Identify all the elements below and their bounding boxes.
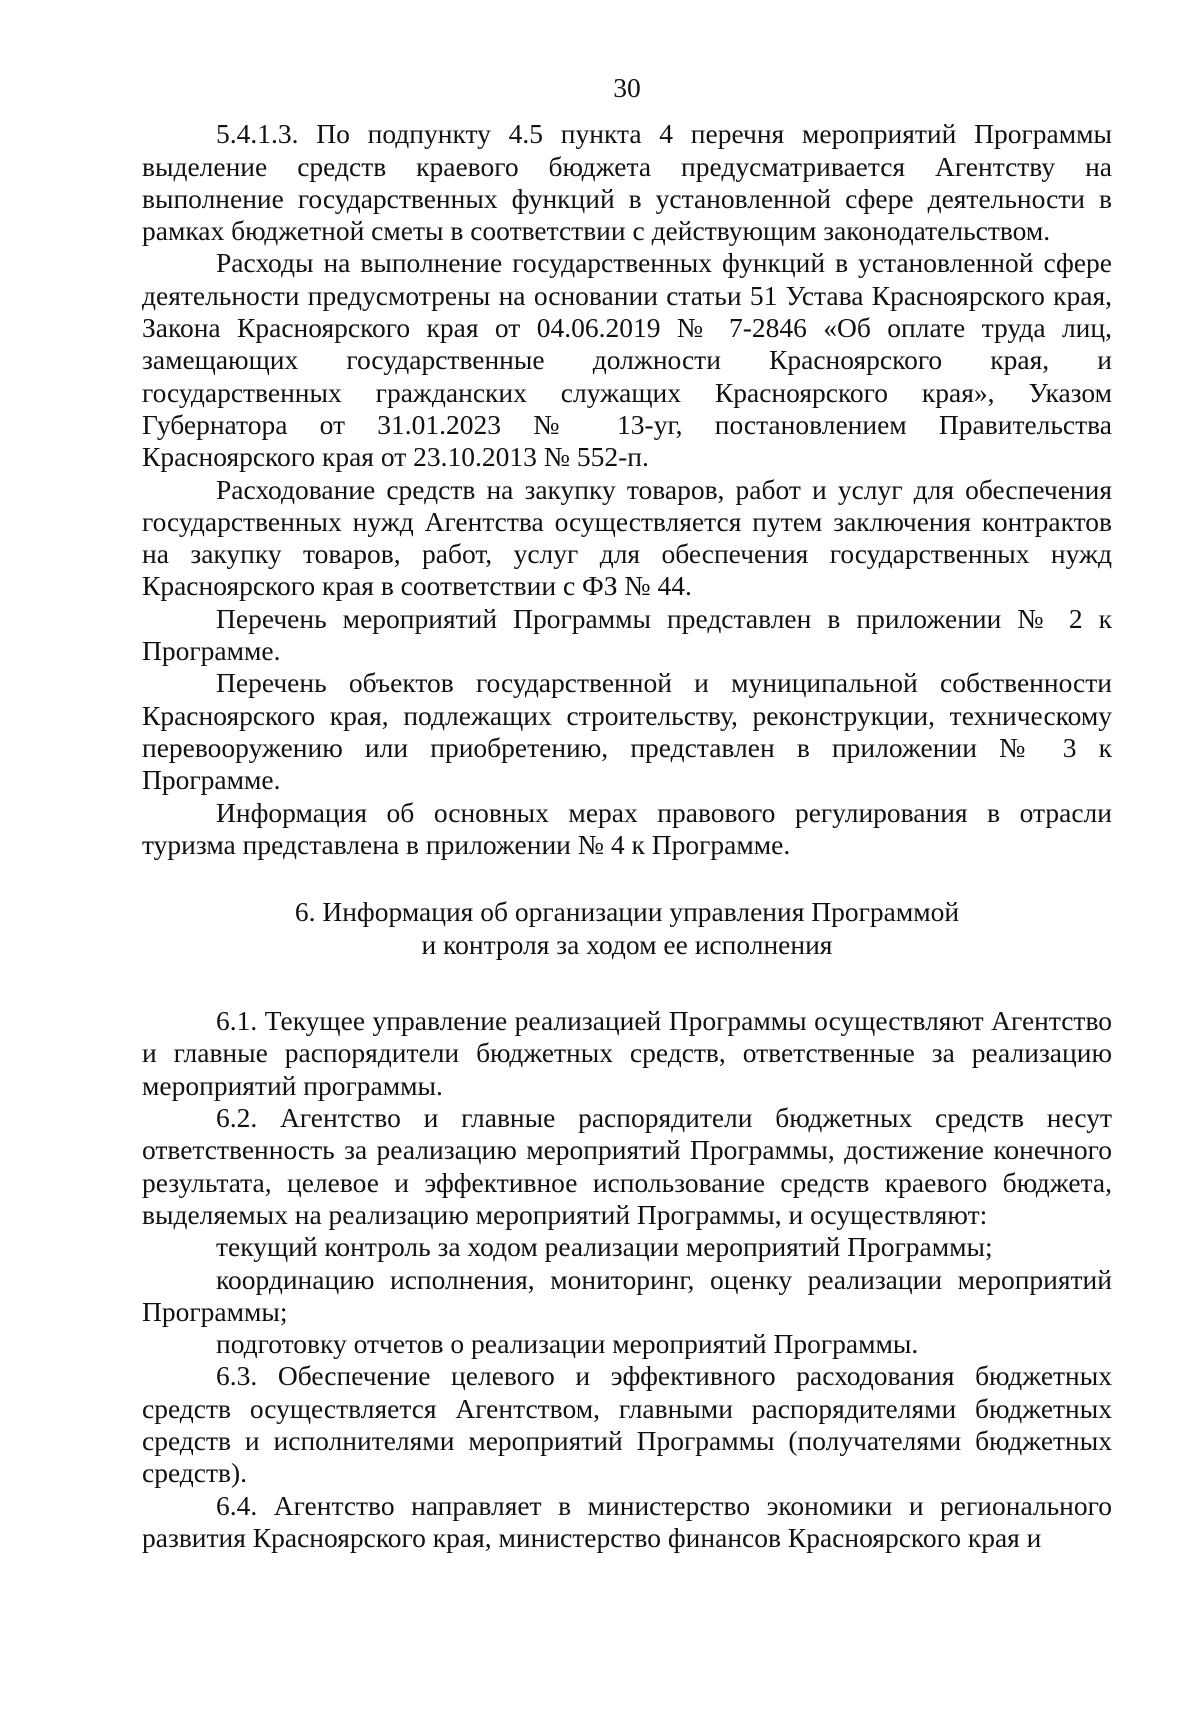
document-page <box>142 72 1112 1554</box>
section-6-heading-line-2: и контроля за ходом ее исполнения <box>421 929 833 961</box>
paragraph-appendix-4: Информация об основных мерах правового регулирования в отрасли туризма представлена в приложении № 4 к Программе. <box>142 796 1112 860</box>
paragraph-appendix-3: Перечень объектов государственной и муниципальной собственности Красноярского края, подлежащих строительству, реконструкции, техническому перевооружению или приобретению, представлен в приложении № 3 к Программе. <box>142 667 1112 796</box>
paragraph-5-4-1-3: 5.4.1.3. По подпункту 4.5 пункта 4 перечня мероприятий Программы выделение средств краевого бюджета предусматривается Агентству на выполнение государственных функций в установленной сфере деятельности в рамках бюджетной сметы в соответствии с действующим законодательством. <box>142 118 1112 247</box>
paragraph-6-4: 6.4. Агентство направляет в министерство экономики и регионального развития Красноярского края, министерство финансов Красноярского края и <box>142 1489 1112 1553</box>
paragraph-appendix-2: Перечень мероприятий Программы представлен в приложении № 2 к Программе. <box>142 602 1112 667</box>
paragraph-expenses-functions: Расходы на выполнение государственных функций в установленной сфере деятельности предусмотрены на основании статьи 51 Устава Красноярского края, Закона Красноярского края от 04.06.2019 № 7-2846 «Об оплате труда лиц, замещающих государственные должности Красноярского края, и государственных гражданских служащих Красноярского края», Указом Губернатора от 31.01.2023 № 13-уг, постановлением Правительства Красноярского края от 23.10.2013 № 552-п. <box>142 247 1112 473</box>
paragraph-6-2: 6.2. Агентство и главные распорядители бюджетных средств несут ответственность за реализацию мероприятий Программы, достижение конечного результата, целевое и эффективное использование средств краевого бюджета, выделяемых на реализацию мероприятий Программы, и осуществляют: <box>142 1102 1112 1230</box>
paragraph-procurement: Расходование средств на закупку товаров, работ и услуг для обеспечения государственных нужд Агентства осуществляется путем заключения контрактов на закупку товаров, работ, услуг для обеспечения государственных нужд Красноярского края в соответствии с ФЗ № 44. <box>142 473 1112 602</box>
list-item-current-control: текущий контроль за ходом реализации мероприятий Программы; <box>216 1231 993 1263</box>
section-6-heading-line-1: 6. Информация об организации управления Программой <box>294 896 960 928</box>
paragraph-6-1: 6.1. Текущее управление реализацией Программы осуществляют Агентство и главные распорядители бюджетных средств, ответственные за реализацию мероприятий программы. <box>142 1005 1112 1101</box>
list-item-reports: подготовку отчетов о реализации мероприятий Программы. <box>216 1328 919 1360</box>
page-number: 30 <box>613 72 641 103</box>
section-6-heading <box>142 895 1112 961</box>
paragraph-6-3: 6.3. Обеспечение целевого и эффективного расходования бюджетных средств осуществляется Агентством, главными распорядителями бюджетных средств и исполнителями мероприятий Программы (получателями бюджетных средств). <box>142 1360 1112 1489</box>
list-item-coordination: координацию исполнения, мониторинг, оценку реализации мероприятий Программы; <box>142 1263 1112 1327</box>
